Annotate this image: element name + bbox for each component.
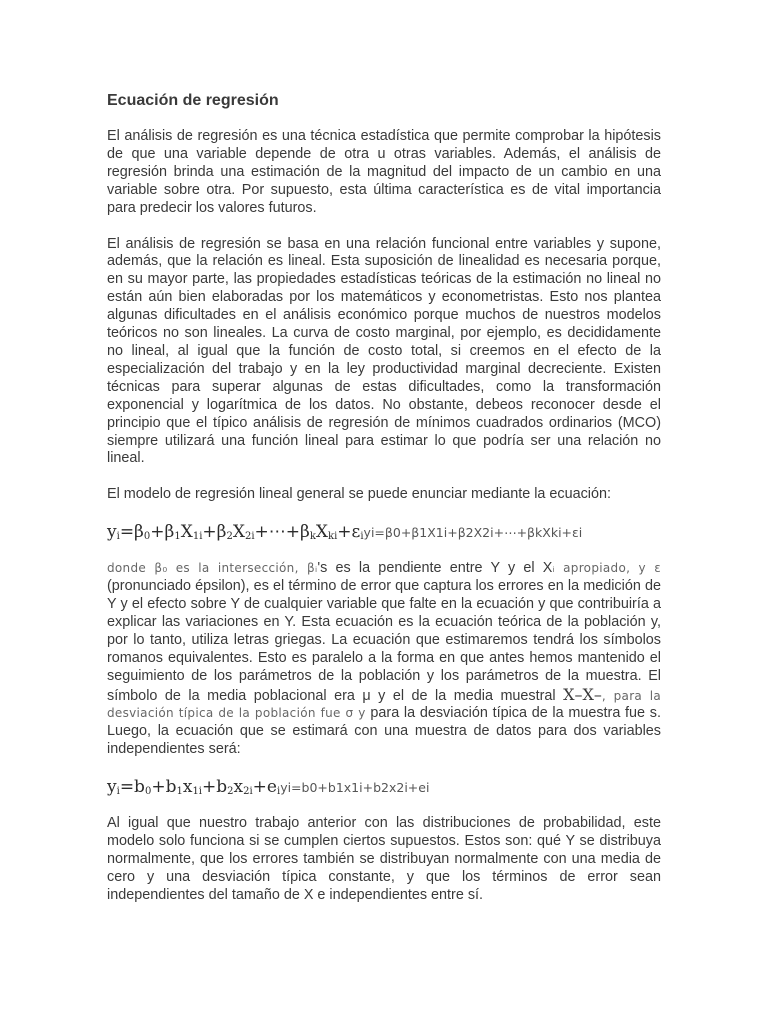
population-regression-equation [107,522,661,542]
paragraph-model-intro: El modelo de regresión lineal general se puede enunciar mediante la ecuación: [107,486,612,503]
section-title: Ecuación de regresión [107,92,279,109]
paragraph-intro: El análisis de regresión es una técnica estadística que permite comprobar la hipótesis de que una variable depende de otra u otras variables. Además, el análisis de regresión brinda una estimación de la magnitud del impacto de un cambio en una variable sobre otra. Por supuesto, esta última característica es de vital importancia para predecir los valores futuros. [107,128,661,216]
equation2-plain-text: yi=b0+b1x1i+b2x2i+ei [280,780,430,796]
paragraph-linearity: El análisis de regresión se basa en una relación funcional entre variables y supone, además, que la relación es lineal. Esta suposición de linealidad es necesaria porque, en su mayor parte, las propiedades estadísticas teóricas de la estimación no lineal no están aún bien elaboradas por los matemáticos y econometristas. Esto nos plantea algunas dificultades en el análisis económico porque muchos de nuestros modelos teóricos no son lineales. La curva de costo marginal, por ejemplo, es decididamente no lineal, al igual que la función de costo total, si creemos en el efecto de la especialización del trabajo y en la ley productividad marginal decreciente. Existen técnicas para superar algunas de estas dificultades, como la transformación exponencial y logarítmica de los datos. No obstante, debeos reconocer desde el principio que el típico análisis de regresión de mínimos cuadrados ordinarios (MCO) siempre utilizará una función lineal para estimar lo que podría ser una relación no lineal. [107,235,661,467]
paragraph-assumptions: Al igual que nuestro trabajo anterior con las distribuciones de probabilidad, este modelo solo funciona si se cumplen ciertos supuestos. Estos son: qué Y se distribuya normalmente, que los errores también se distribuyan normalmente con una media de cero y una desviación típica constante, y que los términos de error sean independientes del tamaño de X e independientes entre sí. [107,815,661,903]
sample-mean-symbol: X–X– [563,684,602,704]
equation2-rendered: $y_i=b_0+b_1x_{1i}+b_2x_{2i}+e_i$ [107,777,281,798]
equation1-plain-text: yi=β0+β1X1i+β2X2i+⋯+βkXki+εi [363,525,583,541]
document-body [107,92,661,923]
sample-regression-equation [107,777,661,797]
equation1-rendered: $y_i=\beta_0+\beta_1X_{1i}+\beta_2X_{2i}+\cdots+\beta_kX_{ki}+\varepsilon_i$ [107,522,364,543]
paragraph-equation-explanation: donde β₀ es la intersección, βᵢ's es la pendiente entre Y y el Xᵢ apropiado, y ε (pronunciado épsilon), es el término de error que captura los errores en la medición de Y y el efecto sobre Y de cualquier variable que falte en la ecuación y que contribuiría a explicar las variaciones en Y. Esta ecuación es la ecuación teórica de la población y, por lo tanto, utiliza letras griegas. La ecuación que estimaremos tendrá los símbolos romanos equivalentes. Esto es paralelo a la forma en que antes hemos mantenido el seguimiento de los parámetros de la población y los parámetros de la muestra. El símbolo de la media poblacional era μ y el de la media muestral X–X–, para la desviación típica de la población fue σ y para la desviación típica de la muestra fue s. Luego, la ecuación que se estimará con una muestra de datos para dos variables independientes será: [107,560,662,758]
equation-terms-lead: donde β₀ es la intersección, βᵢ [107,561,318,576]
